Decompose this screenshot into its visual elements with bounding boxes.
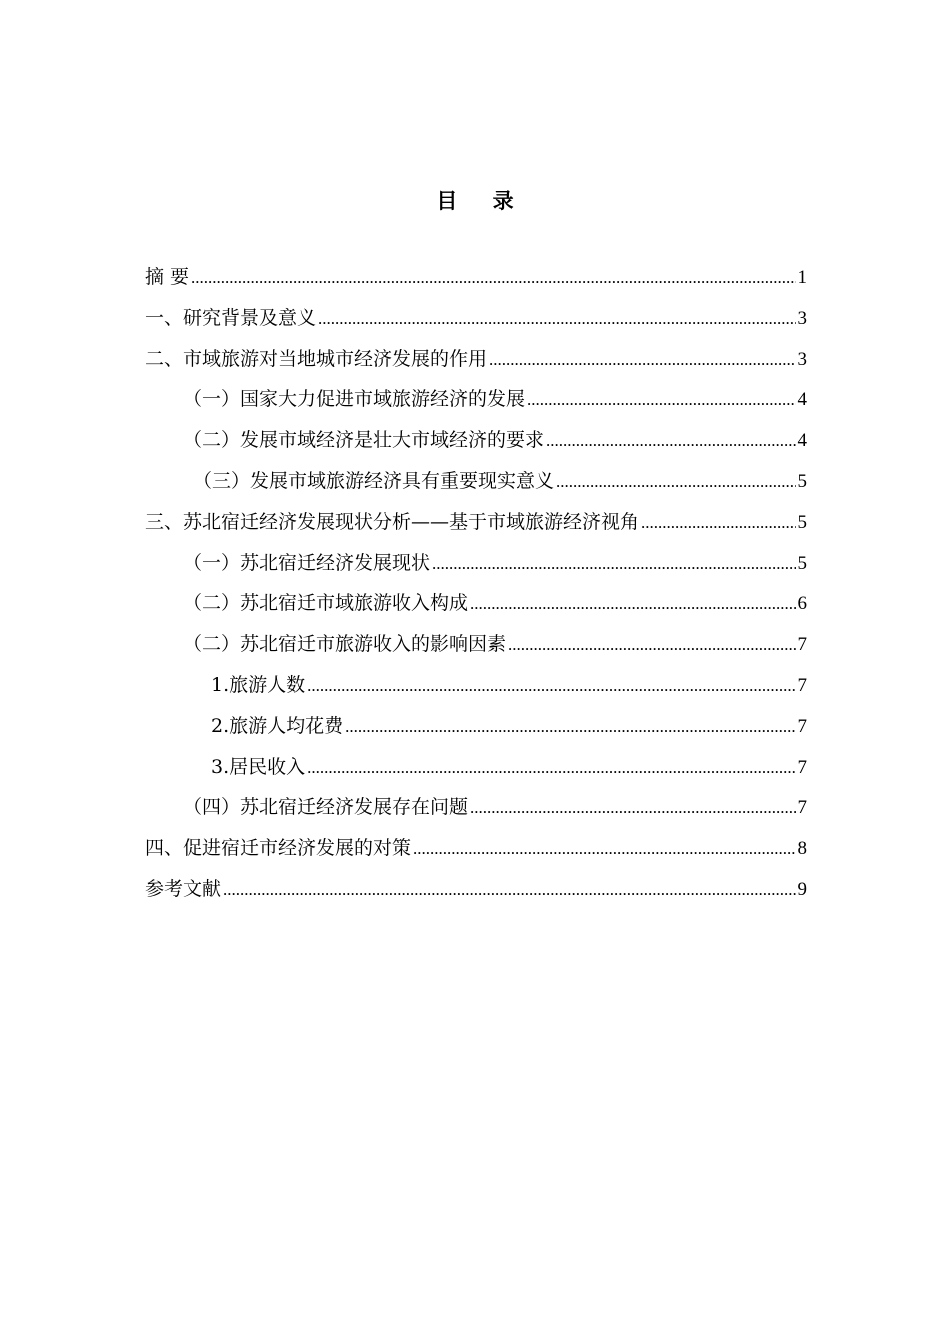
toc-entry-text: （二）苏北宿迁市旅游收入的影响因素 (183, 633, 507, 656)
toc-entry-section-3-3-1[interactable] (145, 670, 807, 711)
toc-page-number: 4 (797, 389, 807, 411)
toc-entry-text: 三、苏北宿迁经济发展现状分析——基于市域旅游经济视角 (145, 510, 640, 533)
toc-page-number: 9 (797, 878, 807, 900)
toc-leader-dots (546, 426, 795, 456)
toc-entry-section-2[interactable] (145, 344, 807, 385)
toc-entry-section-1[interactable] (145, 303, 807, 344)
toc-page-number: 3 (797, 348, 807, 370)
toc-page-number: 5 (797, 470, 807, 492)
toc-entry-section-3-3[interactable] (145, 629, 807, 670)
toc-entry-section-3[interactable] (145, 507, 807, 548)
toc-page-number: 5 (797, 552, 807, 574)
toc-entry-section-3-1[interactable] (145, 548, 807, 589)
toc-entry-text: （三）发展市域旅游经济具有重要现实意义 (193, 469, 555, 492)
toc-leader-dots (318, 304, 795, 334)
toc-leader-dots (508, 630, 795, 660)
toc-entry-abstract[interactable] (145, 262, 807, 303)
toc-page-number: 1 (797, 267, 807, 288)
toc-leader-dots (641, 508, 795, 538)
toc-entry-text: 四、促进宿迁市经济发展的对策 (145, 837, 412, 860)
toc-page-number: 7 (797, 756, 807, 778)
toc-leader-dots (307, 671, 795, 701)
toc-entry-text: （一）国家大力促进市域旅游经济的发展 (183, 388, 526, 411)
toc-entry-text: 一、研究背景及意义 (145, 306, 317, 329)
toc-entry-section-2-1[interactable] (145, 384, 807, 425)
toc-entry-section-2-2[interactable] (145, 425, 807, 466)
toc-page-number: 7 (797, 674, 807, 696)
toc-entry-text: （二）发展市域经济是壮大市域经济的要求 (183, 429, 545, 452)
toc-entry-text: 2.旅游人均花费 (211, 714, 344, 737)
toc-entry-text: 3.居民收入 (211, 755, 306, 778)
toc-entry-section-3-3-2[interactable] (145, 711, 807, 752)
toc-page-number: 3 (797, 307, 807, 329)
toc-entry-text: （四）苏北宿迁经济发展存在问题 (183, 796, 469, 819)
toc-entry-section-3-2[interactable] (145, 588, 807, 629)
toc-entry-section-3-4[interactable] (145, 792, 807, 833)
toc-leader-dots (470, 589, 795, 619)
toc-entry-text: 二、市域旅游对当地城市经济发展的作用 (145, 347, 488, 370)
toc-list (145, 262, 807, 915)
toc-entry-text: 1.旅游人数 (211, 673, 306, 696)
toc-leader-dots (345, 712, 795, 742)
toc-entry-text: （二）苏北宿迁市域旅游收入构成 (183, 592, 469, 615)
toc-page-number: 7 (797, 797, 807, 819)
toc-page-number: 4 (797, 430, 807, 452)
toc-leader-dots (470, 793, 795, 823)
toc-entry-section-3-3-3[interactable] (145, 752, 807, 793)
toc-entry-text: 摘 要 (145, 266, 190, 288)
toc-entry-section-4[interactable] (145, 833, 807, 874)
toc-leader-dots (191, 263, 795, 293)
toc-entry-references[interactable] (145, 874, 807, 915)
toc-page-number: 7 (797, 715, 807, 737)
toc-leader-dots (307, 753, 795, 783)
toc-entry-section-2-3[interactable] (145, 466, 807, 507)
toc-leader-dots (556, 467, 795, 497)
toc-leader-dots (527, 385, 795, 415)
toc-leader-dots (432, 549, 795, 579)
toc-page-number: 8 (797, 838, 807, 860)
toc-leader-dots (223, 875, 795, 905)
toc-title: 目 录 (436, 188, 528, 213)
toc-page-number: 5 (797, 511, 807, 533)
toc-leader-dots (413, 834, 795, 864)
toc-page-number: 6 (797, 593, 807, 615)
toc-leader-dots (489, 345, 795, 375)
toc-entry-text: 参考文献 (145, 877, 222, 900)
toc-entry-text: （一）苏北宿迁经济发展现状 (183, 551, 431, 574)
toc-page-number: 7 (797, 634, 807, 656)
